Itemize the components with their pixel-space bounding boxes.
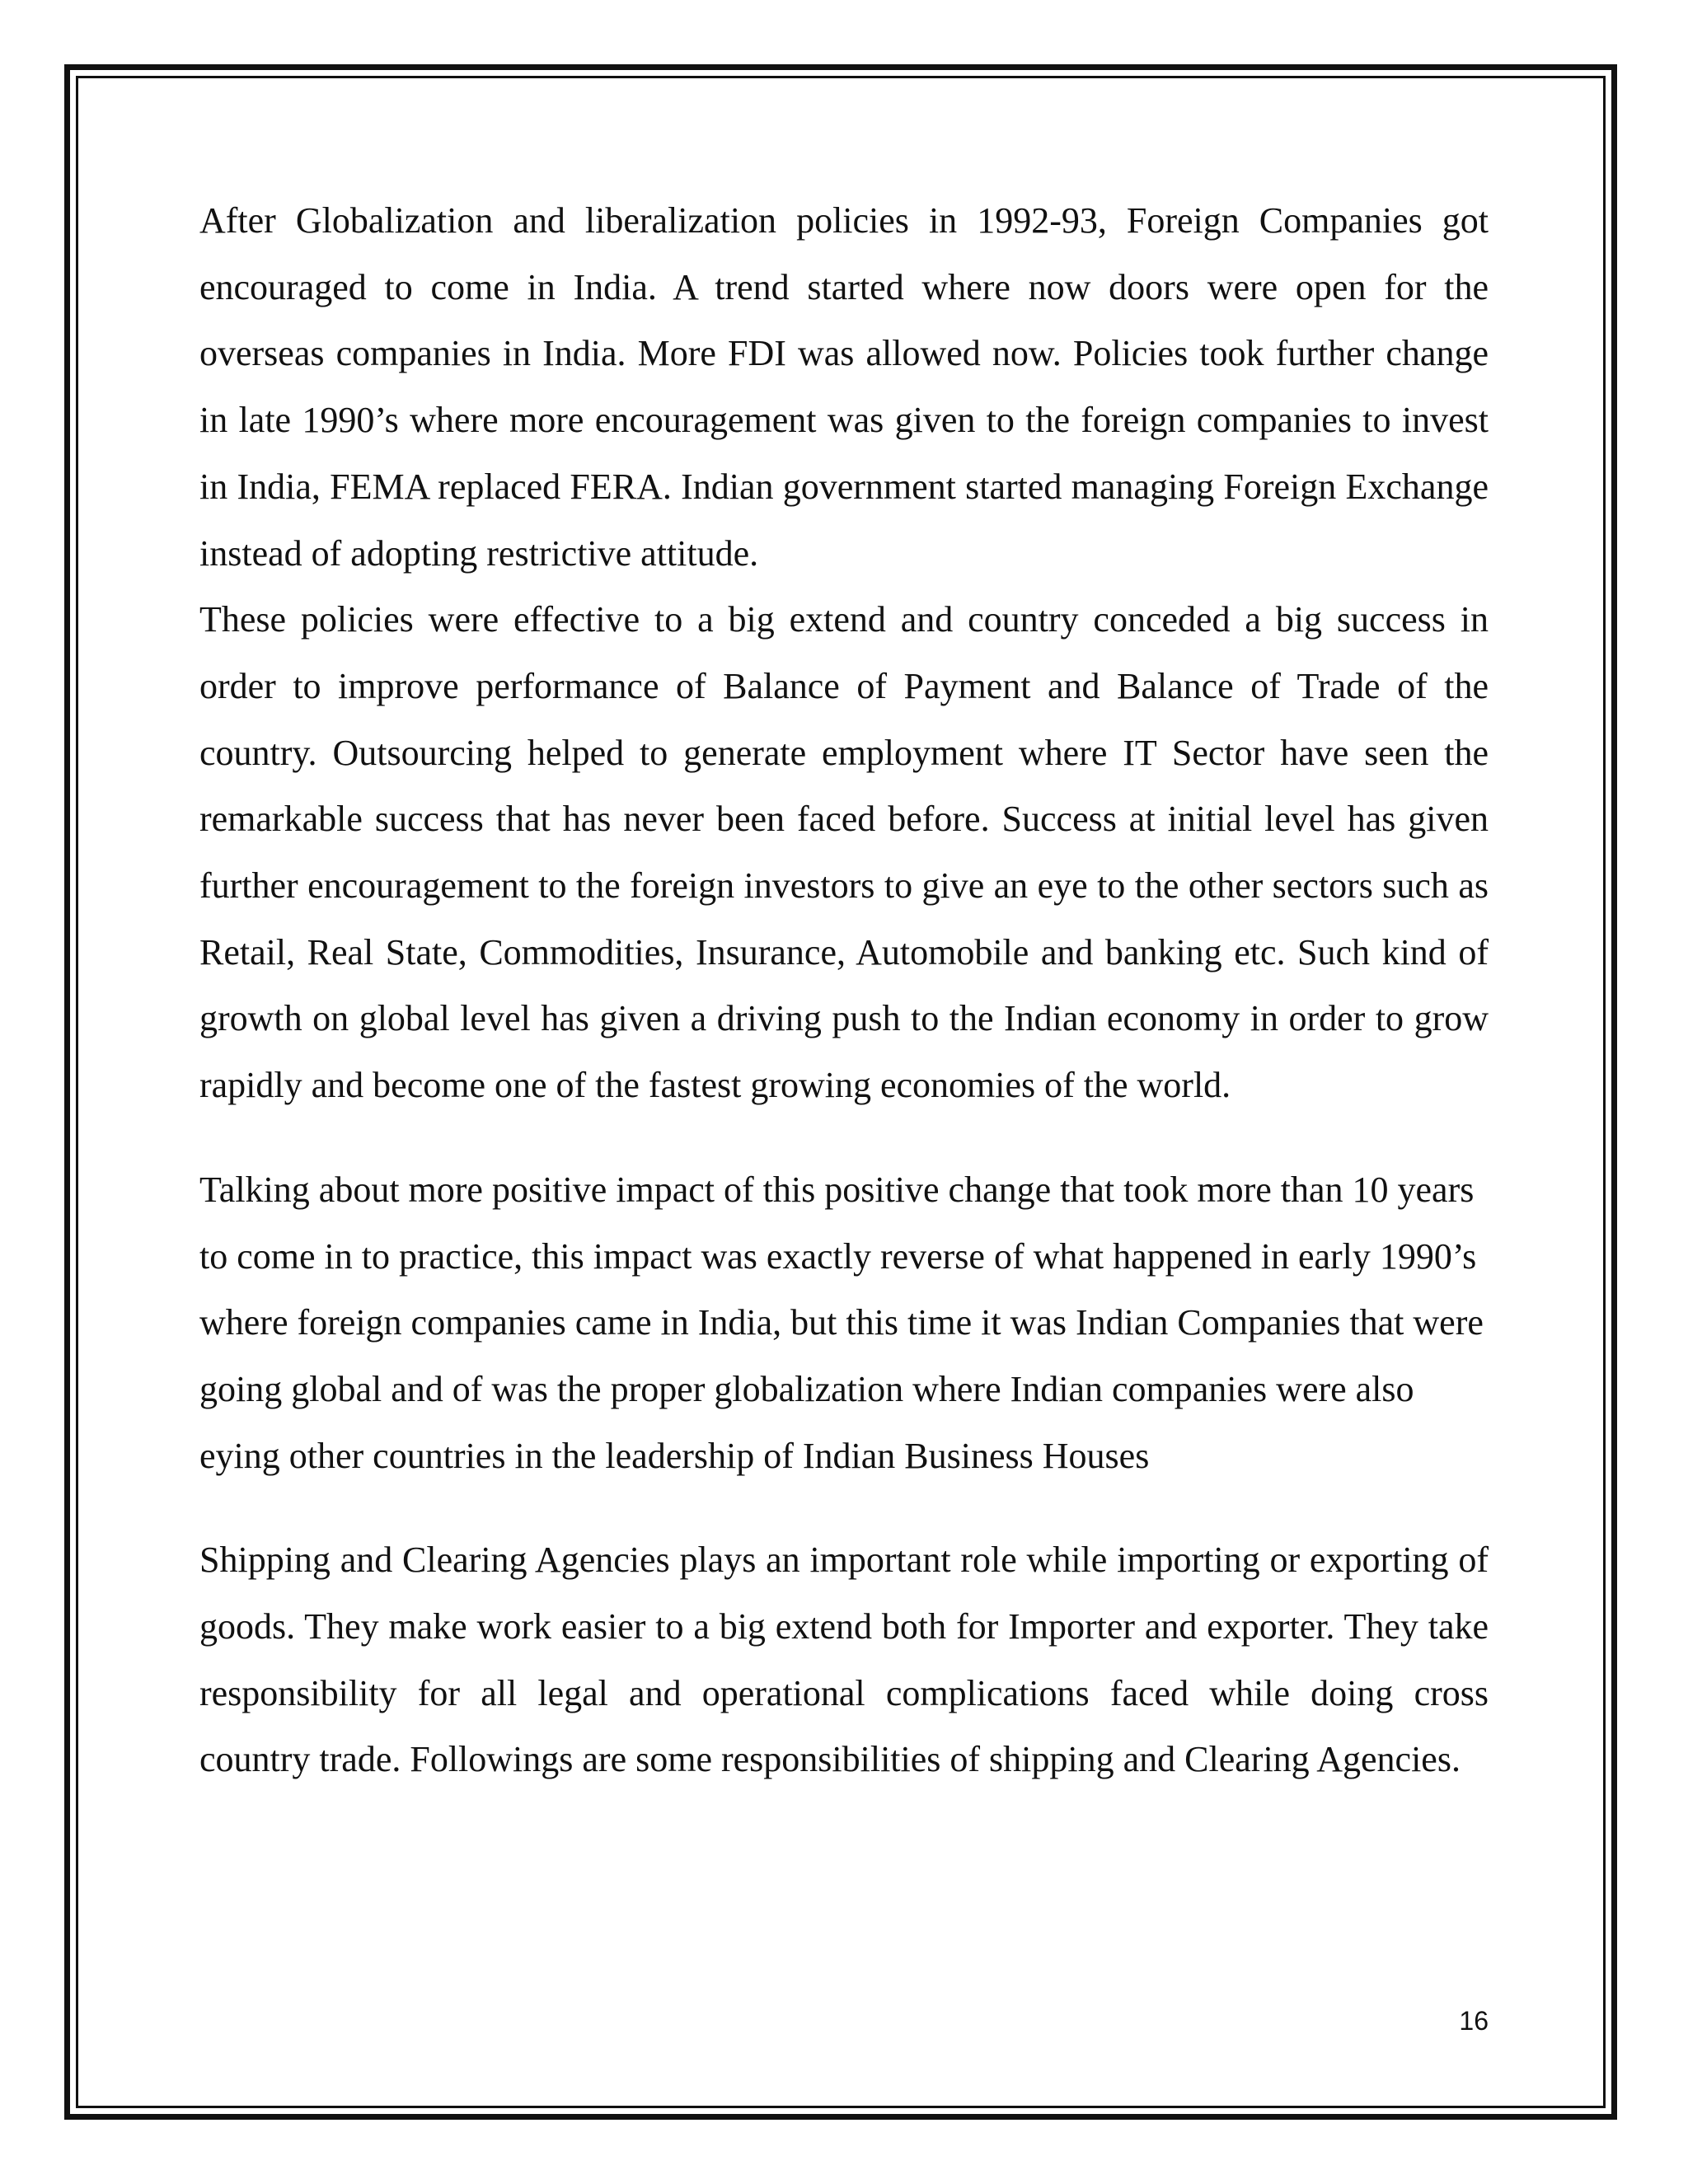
paragraph-globalization: After Globalization and liberalization policies in 1992-93, Foreign Companies got encouraged to come in India. A trend started where now doors were open for the overseas companies in India. More FDI was allowed now. Policies took further change in late 1990’s where more encouragement was given to the foreign companies to invest in India, FEMA replaced FERA. Indian government started managing Foreign Exchange instead of adopting restrictive attitude. [199,200,1489,574]
paragraph-shipping-agencies: Shipping and Clearing Agencies plays an important role while importing or exporting of goods. They make work easier to a big extend both for Importer and exporter. They take responsibility for all legal and operational complications faced while doing cross country trade. Followings are some responsibilities of shipping and Clearing Agencies. [199,1540,1489,1780]
document-body [199,188,1489,1793]
paragraph-policy-effects: These policies were effective to a big extend and country conceded a big success in order to improve performance of Balance of Payment and Balance of Trade of the country. Outsourcing helped to generate employment where IT Sector have seen the remarkable success that has never been faced before. Success at initial level has given further encouragement to the foreign investors to give an eye to the other sectors such as Retail, Real State, Commodities, Insurance, Automobile and banking etc. Such kind of growth on global level has given a driving push to the Indian economy in order to grow rapidly and become one of the fastest growing economies of the world. [199,599,1489,1106]
paragraph-positive-impact: Talking about more positive impact of this positive change that took more than 10 years to come in to practice, this impact was exactly reverse of what happened in early 1990’s where foreign companies came in India, but this time it was Indian Companies that were going global and of was the proper globalization where Indian companies were also eying other countries in the leadership of Indian Business Houses [199,1169,1484,1476]
page-number: 16 [1459,2006,1489,2036]
